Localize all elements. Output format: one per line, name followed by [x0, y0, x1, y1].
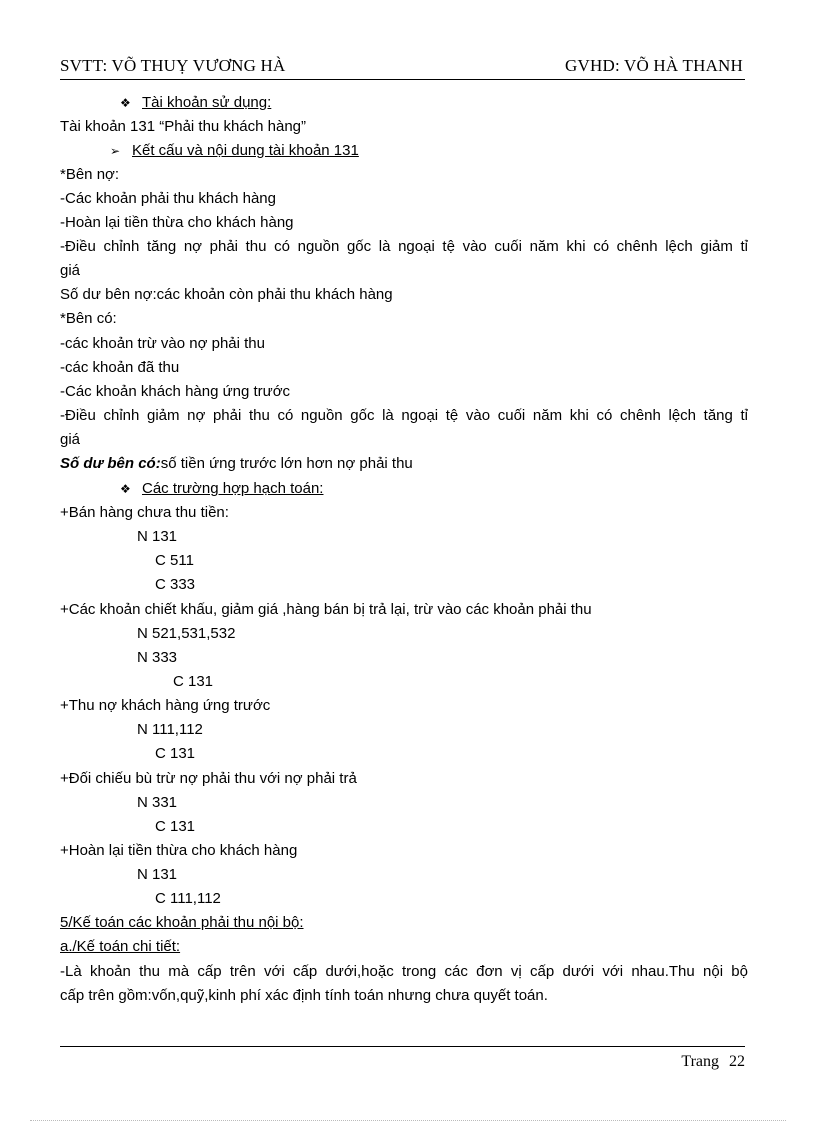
- text-line: *Bên nợ:: [60, 166, 120, 183]
- subsection-heading: a./Kế toán chi tiết:: [60, 938, 181, 955]
- text-line: -Điều chỉnh tăng nợ phải thu có nguồn gốc là ngoại tệ vào cuối năm khi có chênh lệch giảm tỉ: [60, 238, 748, 255]
- text-line: -Hoàn lại tiền thừa cho khách hàng: [60, 214, 294, 231]
- page-number: Trang 22: [681, 1053, 745, 1070]
- text-line: *Bên có:: [60, 310, 117, 327]
- section-heading: 5/Kế toán các khoản phải thu nội bộ:: [60, 914, 304, 931]
- text-line: -các khoản trừ vào nợ phải thu: [60, 335, 265, 352]
- entry-line: C 131: [155, 818, 196, 835]
- text-line: +Bán hàng chưa thu tiền:: [60, 504, 229, 521]
- text-line: -các khoản đã thu: [60, 359, 180, 376]
- header-advisor: GVHD: VÕ HÀ THANH: [565, 56, 743, 75]
- entry-line: N 111,112: [137, 721, 203, 738]
- entry-line: C 131: [155, 745, 196, 762]
- text-line: Số dư bên nợ:các khoản còn phải thu khách hàng: [60, 286, 393, 303]
- entry-line: N 521,531,532: [137, 625, 236, 642]
- text-line: +Các khoản chiết khấu, giảm giá ,hàng bán bị trả lại, trừ vào các khoản phải thu: [60, 601, 592, 618]
- entry-line: N 131: [137, 866, 178, 883]
- header-rule: [60, 79, 745, 80]
- section-bullet: ❖ Các trường hợp hạch toán:: [120, 478, 808, 500]
- entry-line: C 333: [155, 576, 196, 593]
- entry-line: C 111,112: [155, 890, 221, 907]
- section-bullet: ❖ Tài khoản sử dụng:: [120, 92, 808, 114]
- text-line: -Các khoản phải thu khách hàng: [60, 190, 276, 207]
- text-line: -Là khoản thu mà cấp trên với cấp dưới,hoặc trong các đơn vị cấp dưới với nhau.Thu nội bộ: [60, 963, 748, 980]
- page-edge: [30, 1120, 786, 1121]
- arrow-bullet-icon: ➢: [110, 144, 121, 158]
- text-line: giá: [60, 262, 81, 279]
- entry-line: C 511: [155, 552, 194, 569]
- header-student: SVTT: VÕ THUỴ VƯƠNG HÀ: [60, 56, 286, 75]
- entry-line: N 331: [137, 794, 178, 811]
- diamond-bullet-icon: ❖: [120, 482, 131, 496]
- entry-line: N 131: [137, 528, 178, 545]
- text-line: +Thu nợ khách hàng ứng trước: [60, 697, 271, 714]
- diamond-bullet-icon: ❖: [120, 96, 131, 110]
- text-line: cấp trên gồm:vốn,quỹ,kinh phí xác định tính toán nhưng chưa quyết toán.: [60, 987, 548, 1004]
- text-line: +Hoàn lại tiền thừa cho khách hàng: [60, 842, 298, 859]
- text-line: giá: [60, 431, 81, 448]
- entry-line: C 131: [173, 673, 214, 690]
- text-line: -Các khoản khách hàng ứng trước: [60, 383, 291, 400]
- text-line: Tài khoản 131 “Phải thu khách hàng”: [60, 118, 306, 135]
- text-line: -Điều chỉnh giảm nợ phải thu có nguồn gốc là ngoại tệ vào cuối năm khi có chênh lệch tăng tỉ: [60, 407, 748, 424]
- footer-rule: [60, 1046, 745, 1047]
- text-line: Số dư bên có:số tiền ứng trước lớn hơn nợ phải thu: [60, 455, 413, 472]
- text-line: +Đối chiếu bù trừ nợ phải thu với nợ phải trả: [60, 770, 357, 787]
- subsection-arrow: ➢ Kết cấu và nội dung tài khoản 131: [110, 140, 798, 162]
- entry-line: N 333: [137, 649, 178, 666]
